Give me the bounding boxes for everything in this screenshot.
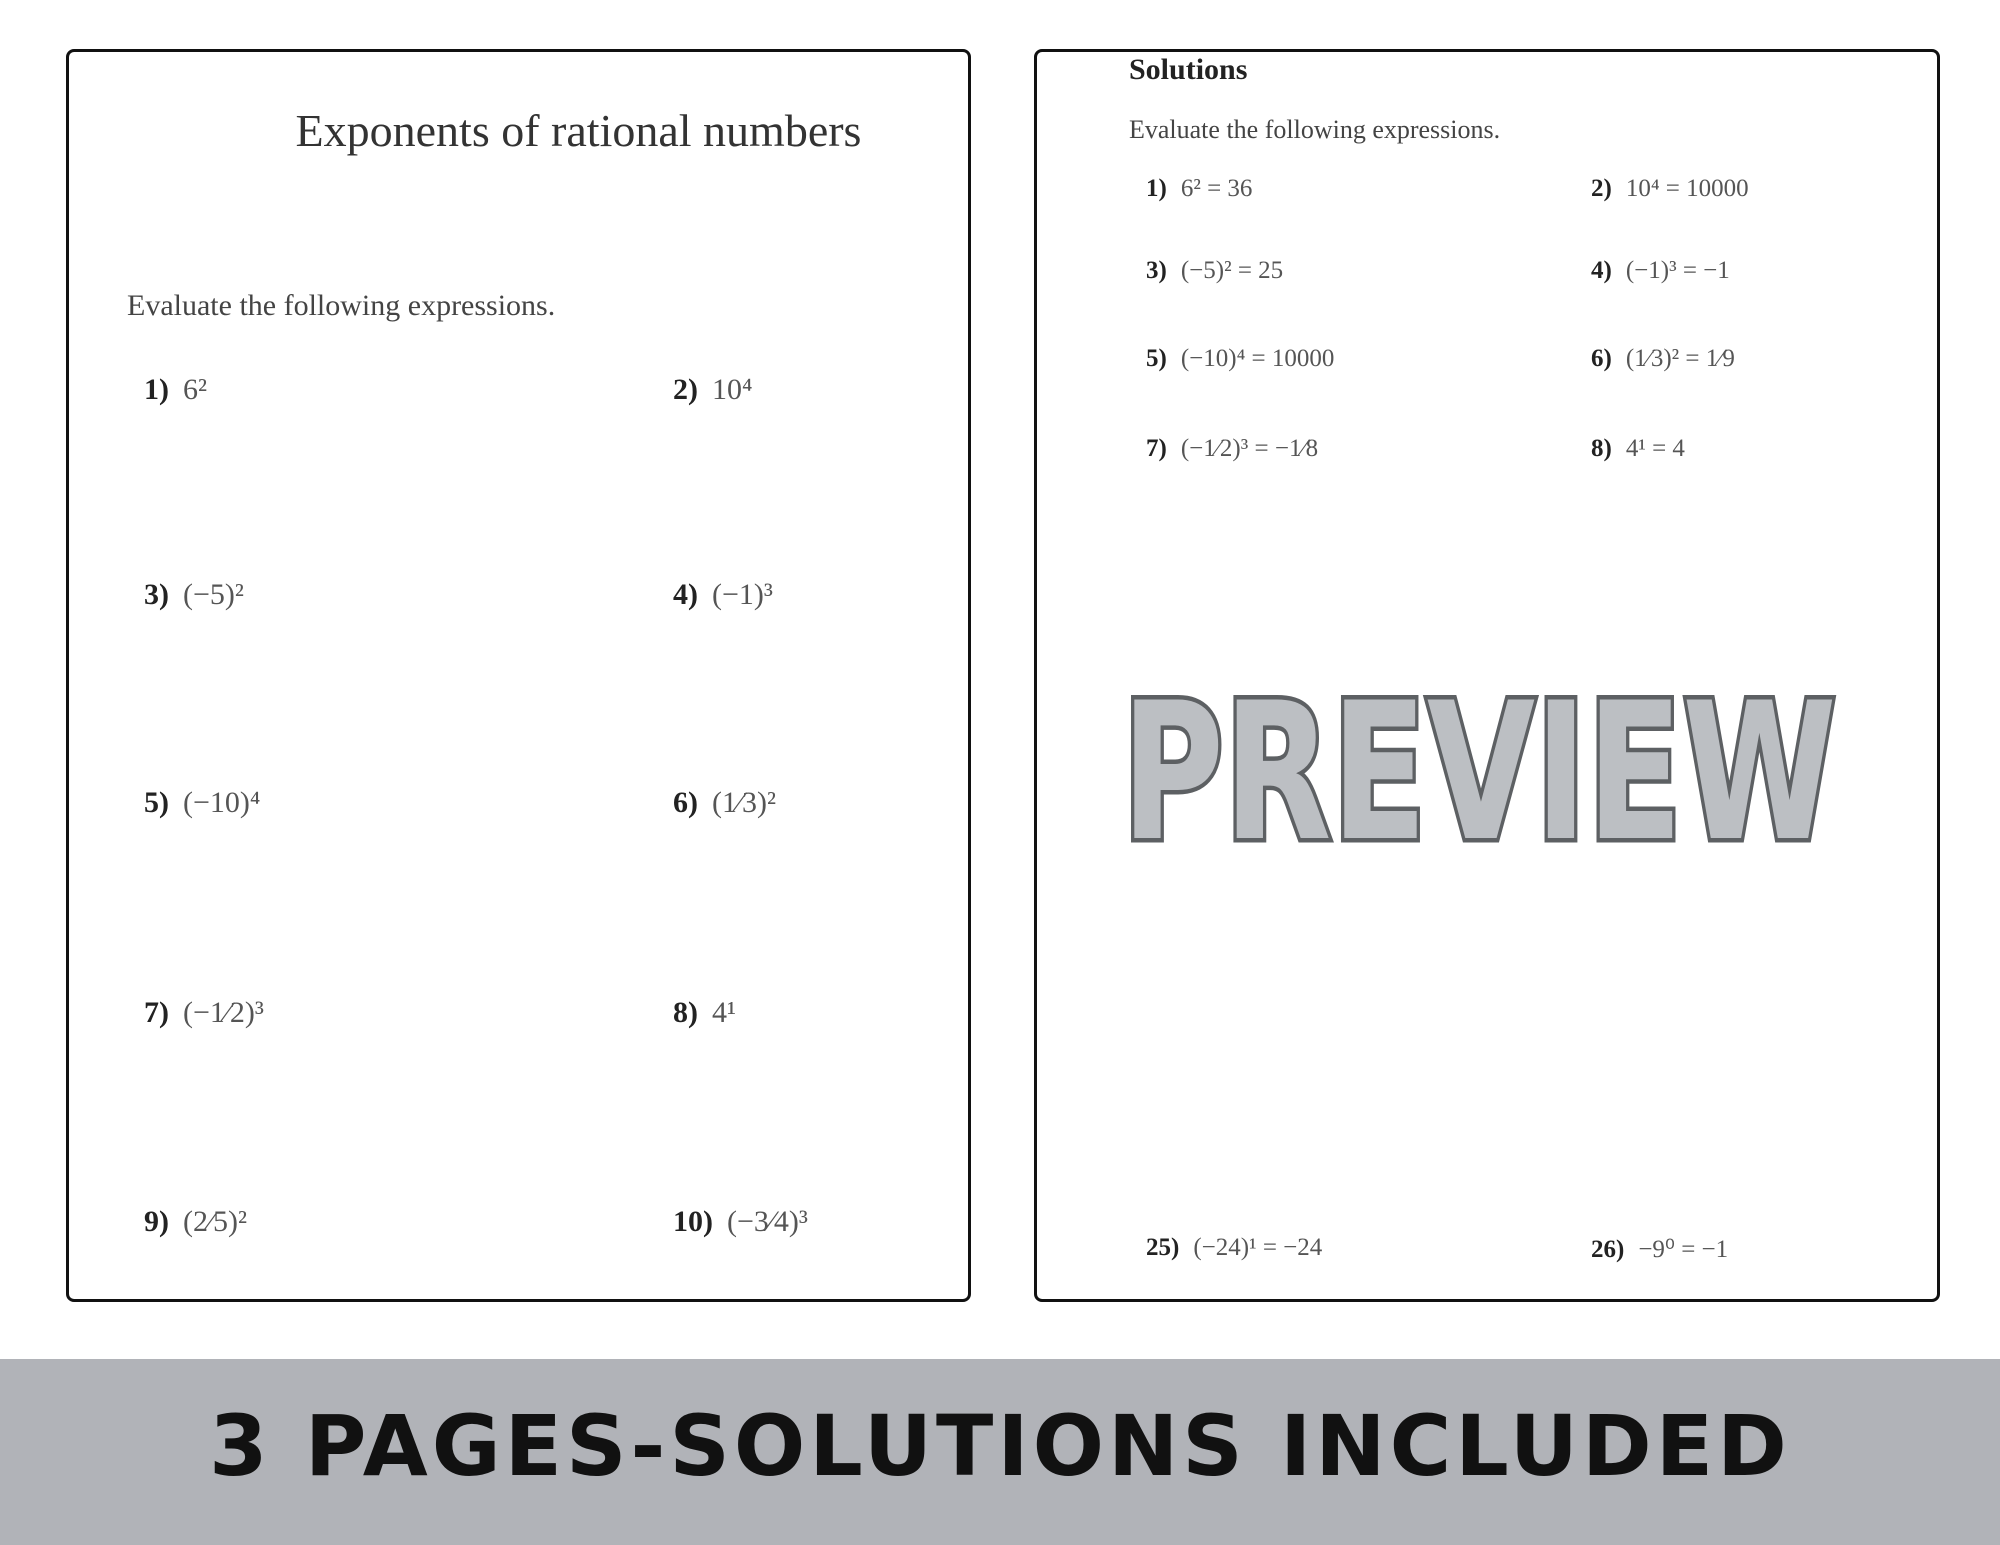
- problem-expression: (−1⁄2)³: [183, 996, 264, 1029]
- problem-item: [144, 1205, 247, 1239]
- solution-expression: (−1)³ = −1: [1625, 257, 1730, 284]
- solution-number: 25): [1146, 1234, 1180, 1261]
- problem-expression: (−5)²: [183, 578, 244, 611]
- solution-expression: (−10)⁴ = 10000: [1180, 345, 1335, 372]
- preview-watermark-text: PREVIEW: [1121, 662, 1837, 883]
- solution-number: 8): [1591, 435, 1612, 462]
- solution-number: 26): [1591, 1236, 1625, 1263]
- solution-item: [1591, 175, 1749, 203]
- problem-expression: (−10)⁴: [183, 786, 261, 819]
- solution-expression: 4¹ = 4: [1625, 435, 1685, 462]
- solution-expression: (−5)² = 25: [1180, 257, 1284, 284]
- problem-item: [144, 578, 244, 612]
- solution-item: [1591, 345, 1735, 373]
- problem-number: 8): [673, 996, 698, 1029]
- solution-number: 4): [1591, 257, 1612, 284]
- solution-item: [1146, 435, 1318, 463]
- problem-expression: (−3⁄4)³: [727, 1205, 808, 1238]
- footer-banner-text: 3 PAGES-SOLUTIONS INCLUDED: [209, 1397, 1791, 1495]
- solution-item: [1146, 175, 1252, 203]
- problem-number: 7): [144, 996, 169, 1029]
- problem-number: 6): [673, 786, 698, 819]
- problem-expression: 6²: [183, 373, 207, 406]
- problem-expression: (1⁄3)²: [712, 786, 776, 819]
- solution-expression: 10⁴ = 10000: [1625, 175, 1749, 202]
- worksheet-title: Exponents of rational numbers: [295, 105, 862, 156]
- solutions-heading: Solutions: [1129, 53, 1248, 86]
- solution-expression: (−1⁄2)³ = −1⁄8: [1180, 435, 1319, 462]
- footer-banner: [0, 1359, 2000, 1545]
- problem-item: [673, 786, 776, 820]
- problem-item: [673, 1205, 808, 1239]
- problem-number: 1): [144, 373, 169, 406]
- problem-item: [673, 578, 773, 612]
- solutions-instructions: Evaluate the following expressions.: [1129, 115, 1501, 144]
- solution-item: [1591, 435, 1685, 463]
- solution-number: 5): [1146, 345, 1167, 372]
- problem-expression: 4¹: [712, 996, 736, 1029]
- problem-number: 9): [144, 1205, 169, 1238]
- worksheet-instructions: Evaluate the following expressions.: [127, 289, 556, 322]
- problem-number: 10): [673, 1205, 713, 1238]
- problem-expression: (−1)³: [712, 578, 773, 611]
- problem-number: 2): [673, 373, 698, 406]
- problem-expression: (2⁄5)²: [183, 1205, 247, 1238]
- problem-item: [673, 373, 752, 407]
- problem-item: [144, 996, 264, 1030]
- problem-number: 5): [144, 786, 169, 819]
- solution-item: [1591, 257, 1730, 285]
- solution-item: [1146, 1234, 1322, 1262]
- solution-item: [1146, 257, 1283, 285]
- solution-number: 3): [1146, 257, 1167, 284]
- problem-number: 4): [673, 578, 698, 611]
- solution-number: 6): [1591, 345, 1612, 372]
- solution-item: [1146, 345, 1334, 373]
- solution-number: 1): [1146, 175, 1167, 202]
- preview-watermark: [1112, 662, 1847, 883]
- solution-number: 7): [1146, 435, 1167, 462]
- problem-item: [673, 996, 736, 1030]
- problem-item: [144, 786, 260, 820]
- solution-number: 2): [1591, 175, 1612, 202]
- solution-item: [1591, 1234, 1728, 1264]
- problem-item: [144, 373, 207, 407]
- worksheet-page: [66, 49, 971, 1302]
- solution-expression: (−24)¹ = −24: [1193, 1234, 1323, 1261]
- problem-number: 3): [144, 578, 169, 611]
- problem-expression: 10⁴: [712, 373, 753, 406]
- solution-expression: 6² = 36: [1180, 175, 1253, 202]
- solution-expression: −9⁰ = −1: [1638, 1236, 1729, 1263]
- solution-expression: (1⁄3)² = 1⁄9: [1625, 345, 1735, 372]
